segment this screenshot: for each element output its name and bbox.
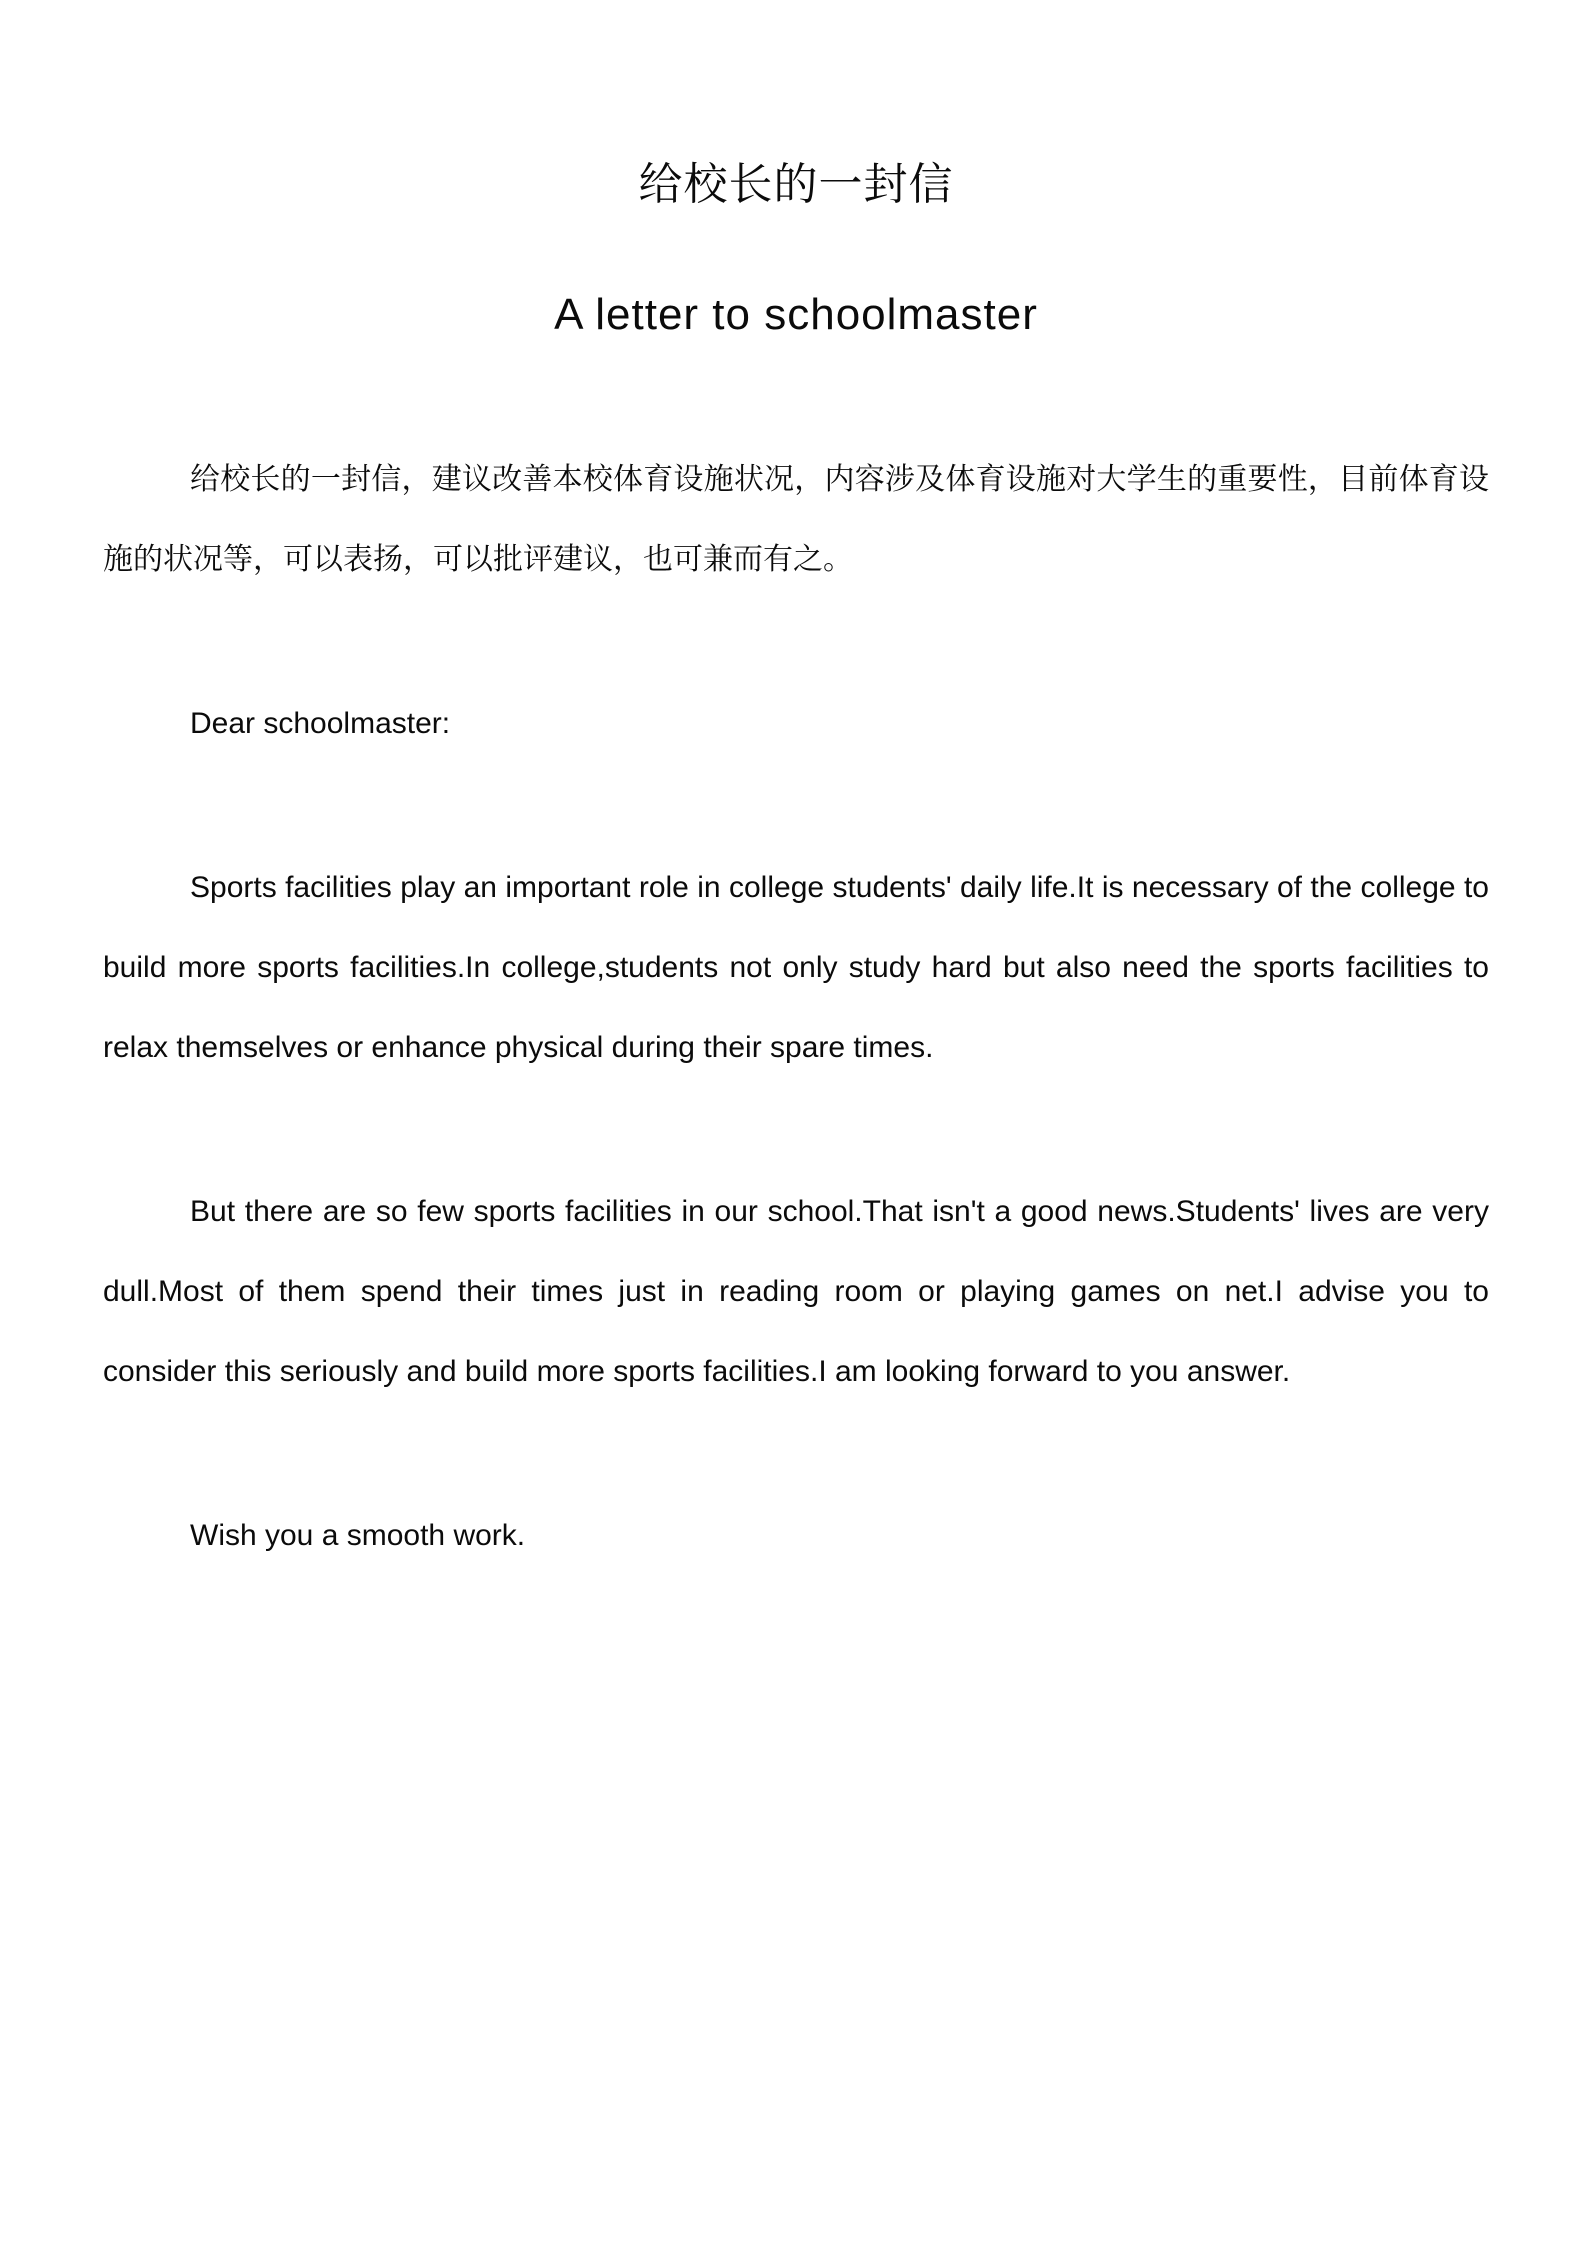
salutation-line: Dear schoolmaster: xyxy=(190,707,451,740)
body-paragraph-2: But there are so few sports facilities in our school.That isn't a good news.Students' lives are very dull.Most of them spend their times just in reading room or playing games on net.I advise you to consider this seriously and build more sports facilities.I am looking forward to you answer. xyxy=(103,1195,1489,1388)
closing-line: Wish you a smooth work. xyxy=(190,1519,526,1552)
intro-paragraph-zh: 给校长的一封信，建议改善本校体育设施状况，内容涉及体育设施对大学生的重要性，目前体育设施的状况等，可以表扬，可以批评建议，也可兼而有之。 xyxy=(103,463,1489,576)
title-block xyxy=(103,120,1489,380)
body-paragraph-1: Sports facilities play an important role in college students' daily life.It is necessary of the college to build more sports facilities.In college,students not only study hard but also need the sports facilities to relax themselves or enhance physical during their spare times. xyxy=(103,871,1489,1064)
document-title-en: A letter to schoolmaster xyxy=(554,290,1038,339)
document-title-zh: 给校长的一封信 xyxy=(638,160,954,209)
